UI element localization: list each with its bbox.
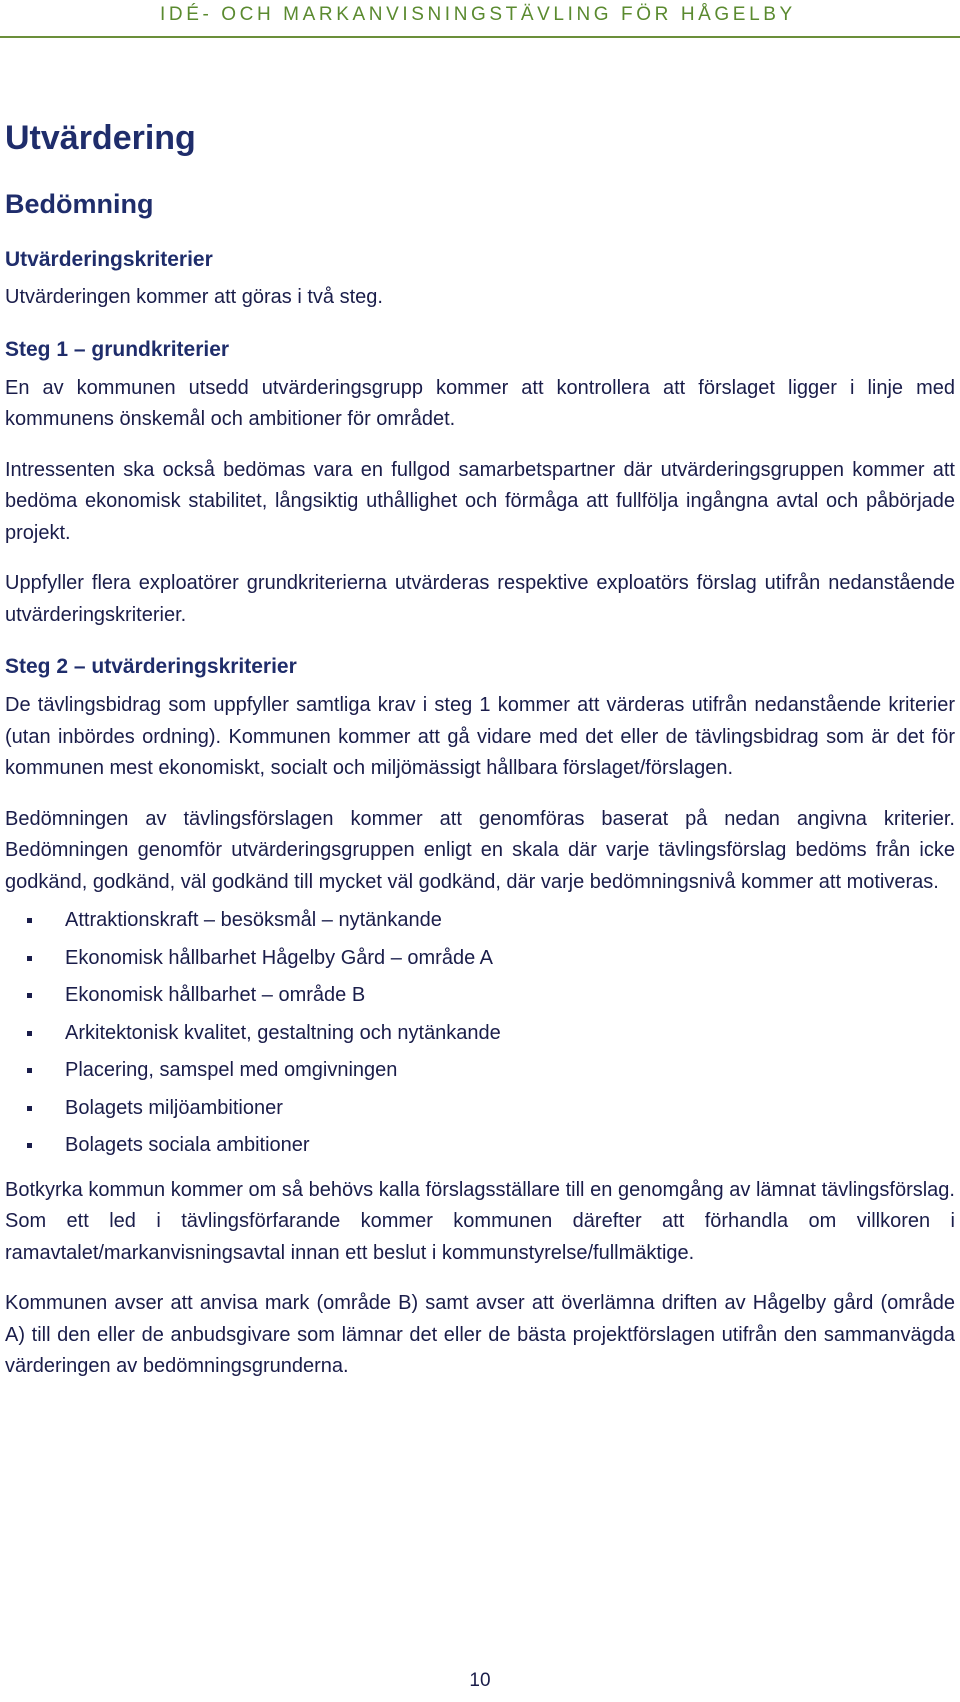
section-heading: Utvärderingskriterier — [5, 248, 213, 271]
closing-paragraph: Kommunen avser att anvisa mark (område B) samt avser att överlämna driften av Hågelby gård (område A) till den eller de anbudsgivare som lämnar det eller de bästa projektförslagen utifrån den sammanvägda värderingen av bedömningsgrunderna. — [5, 1292, 955, 1377]
list-item-label: Ekonomisk hållbarhet Hågelby Gård – område A — [65, 946, 494, 969]
page-number: 10 — [469, 1670, 491, 1691]
step1-paragraph: Intressenten ska också bedömas vara en fullgod samarbetspartner där utvärderingsgruppen kommer att bedöma ekonomisk stabilitet, långsiktig uthållighet och förmåga att fullfölja ingångna avtal och påbörjade projekt. — [5, 458, 955, 544]
bullet-icon — [27, 956, 32, 961]
list-item — [5, 1015, 955, 1053]
list-item-label: Ekonomisk hållbarhet – område B — [65, 984, 366, 1006]
running-title: IDÉ- OCH MARKANVISNINGSTÄVLING FÖR HÅGELBY — [160, 4, 796, 25]
criteria-list — [5, 902, 955, 1165]
bullet-icon — [27, 993, 32, 998]
page-subtitle: Bedömning — [5, 189, 154, 219]
step2-paragraph: Bedömningen av tävlingsförslagen kommer att genomföras baserat på nedan angivna kriterier. Bedömningen genomför utvärderingsgruppen enligt en skala där varje tävlingsförslag bedöms från icke godkänd, godkänd, väl godkänd till mycket väl godkänd, där varje bedömningsnivå kommer att motiveras. — [5, 807, 955, 893]
step2-paragraph: De tävlingsbidrag som uppfyller samtliga krav i steg 1 kommer att värderas utifrån nedanstående kriterier (utan inbördes ordning). Kommunen kommer att gå vidare med det eller de tävlingsbidrag som är det för kommunen mest ekonomiskt, socialt och miljömässigt hållbara förslaget/förslagen. — [5, 694, 955, 779]
intro-paragraph: Utvärderingen kommer att göras i två steg. — [5, 286, 383, 308]
bullet-icon — [27, 1106, 32, 1111]
list-item — [5, 902, 955, 940]
page-title: Utvärdering — [5, 119, 196, 157]
step1-paragraph: En av kommunen utsedd utvärderingsgrupp kommer att kontrollera att förslaget ligger i linje med kommunens önskemål och ambitioner för området. — [5, 376, 955, 430]
document-content — [5, 118, 955, 1402]
list-item-label: Attraktionskraft – besöksmål – nytänkande — [65, 909, 442, 931]
page-header — [0, 0, 960, 38]
bullet-icon — [27, 918, 32, 923]
list-item-label: Placering, samspel med omgivningen — [65, 1059, 398, 1081]
bullet-icon — [27, 1031, 32, 1036]
step2-heading: Steg 2 – utvärderingskriterier — [5, 655, 297, 678]
list-item — [5, 1127, 955, 1165]
list-item-label: Arkitektonisk kvalitet, gestaltning och nytänkande — [65, 1021, 501, 1044]
closing-paragraph: Botkyrka kommun kommer om så behövs kalla förslagsställare till en genomgång av lämnat tävlingsförslag. Som ett led i tävlingsförfarande kommer kommunen därefter att förhandla om villkoren i ramavtalet/markanvisningsavtal innan ett beslut i kommunstyrelse/fullmäktige. — [5, 1178, 955, 1264]
step1-paragraph: Uppfyller flera exploatörer grundkriterierna utvärderas respektive exploatörs förslag utifrån nedanstående utvärderingskriterier. — [5, 572, 955, 626]
bullet-icon — [27, 1143, 32, 1148]
list-item — [5, 1052, 955, 1090]
bullet-icon — [27, 1068, 32, 1073]
step1-heading: Steg 1 – grundkriterier — [5, 337, 230, 361]
list-item-label: Bolagets sociala ambitioner — [65, 1134, 310, 1156]
list-item-label: Bolagets miljöambitioner — [65, 1096, 283, 1119]
list-item — [5, 1090, 955, 1128]
list-item — [5, 977, 955, 1015]
list-item — [5, 940, 955, 978]
